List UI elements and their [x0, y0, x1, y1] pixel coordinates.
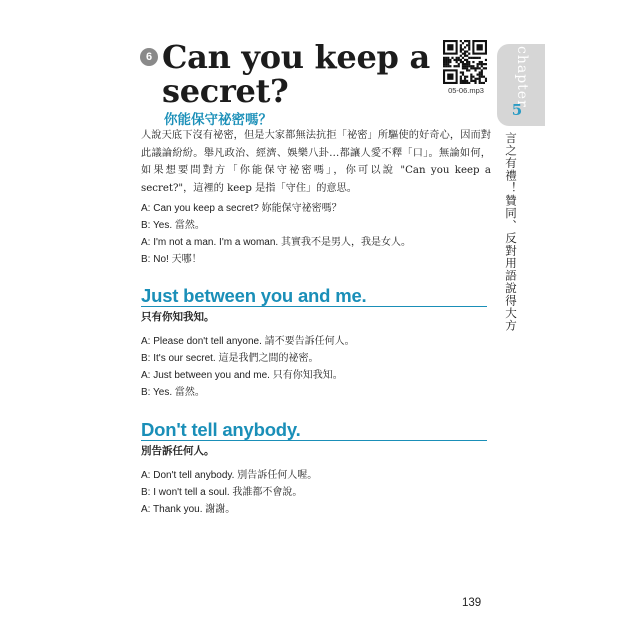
chapter-number: 5 [511, 101, 523, 119]
dialog-line: B: No! 天哪！ [141, 254, 202, 265]
page-subtitle: 你能保守祕密嗎？ [164, 112, 272, 127]
dialog-line: A: Can you keep a secret? 妳能保守祕密嗎？ [141, 203, 342, 214]
section-number-badge: 6 [140, 48, 158, 66]
page-number: 139 [462, 597, 482, 609]
dialog-line: A: Just between you and me. 只有你知我知。 [141, 370, 343, 381]
section-rule [141, 306, 487, 307]
section-heading: Don't tell anybody. [141, 419, 301, 440]
section-rule [141, 440, 487, 441]
section-subheading: 只有你知我知。 [141, 311, 215, 323]
chapter-title: 言之有禮！贊同、反對用語說得大方 [504, 132, 518, 332]
dialog-line: A: Thank you. 謝謝。 [141, 504, 236, 515]
qr-code-icon[interactable] [443, 40, 487, 84]
section-heading: Just between you and me. [141, 285, 367, 306]
dialog-line: A: I'm not a man. I'm a woman. 其實我不是男人，我是女人。 [141, 237, 411, 248]
dialog-line: B: Yes. 當然。 [141, 387, 205, 398]
page-title: Can you keep a secret? [162, 38, 430, 110]
chapter-label: chapter [514, 46, 530, 108]
intro-paragraph: 人說天底下沒有祕密，但是大家都無法抗拒「祕密」所驅使的好奇心，因而對此議論紛紛。舉凡政治、經濟、娛樂八卦…都讓人愛不釋「口」。無論如何，如果想要問對方「你能保守祕密嗎」，你可以說 "Can you keep a secret?"，這裡的 keep 是指「守住」的意思。 [141, 130, 491, 194]
audio-file-label: 05-06.mp3 [448, 86, 484, 95]
dialog-line: B: I won't tell a soul. 我誰都不會說。 [141, 487, 303, 498]
section-subheading: 別告訴任何人。 [141, 445, 215, 457]
dialog-line: B: It's our secret. 這是我們之間的祕密。 [141, 353, 319, 364]
dialog-line: B: Yes. 當然。 [141, 220, 205, 231]
dialog-line: A: Please don't tell anyone. 請不要告訴任何人。 [141, 336, 355, 347]
dialog-line: A: Don't tell anybody. 別告訴任何人喔。 [141, 470, 318, 481]
